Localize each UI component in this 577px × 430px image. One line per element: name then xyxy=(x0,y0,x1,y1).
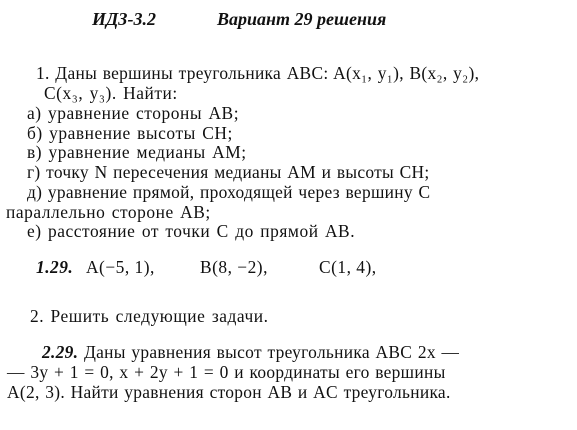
problem-line-1-text: Даны уравнения высот треугольника ABC 2x — xyxy=(83,342,460,362)
variant-title: Вариант 29 решения xyxy=(217,9,387,29)
variant-number: 1.29. xyxy=(36,257,74,277)
task-1-line-1: 1. Даны вершины треугольника ABC: A(x₁, y₁), B(x₂, y₂), xyxy=(36,63,480,83)
task-2-line-2: — 3y + 1 = 0, x + 2y + 1 = 0 и координаты его вершины xyxy=(7,362,446,382)
document-title: ИДЗ-3.2 xyxy=(92,9,156,29)
task-1-line-9: е) расстояние от точки C до прямой AB. xyxy=(27,221,356,241)
problem-number: 2.29. xyxy=(42,342,79,362)
task-1-line-6: г) точку N пересечения медианы AM и высоты CH; xyxy=(27,162,430,182)
task-2-heading: 2. Решить следующие задачи. xyxy=(30,306,269,326)
point-a: A(−5, 1), xyxy=(86,257,155,277)
task-1-line-3: а) уравнение стороны AB; xyxy=(27,103,240,123)
point-c: C(1, 4), xyxy=(319,257,377,277)
variant-data-row xyxy=(36,257,556,279)
task-2-line-3: A(2, 3). Найти уравнения сторон AB и AC треугольника. xyxy=(7,382,451,402)
task-1-line-5: в) уравнение медианы AM; xyxy=(27,142,247,162)
task-1-line-4: б) уравнение высоты CH; xyxy=(27,123,233,143)
point-b: B(8, −2), xyxy=(200,257,268,277)
task-2-line-1 xyxy=(42,342,459,362)
task-1-line-2: C(x₃, y₃). Найти: xyxy=(44,83,178,103)
task-1-line-8: параллельно стороне AB; xyxy=(6,202,211,222)
task-1-line-7: д) уравнение прямой, проходящей через вершину C xyxy=(27,182,431,202)
